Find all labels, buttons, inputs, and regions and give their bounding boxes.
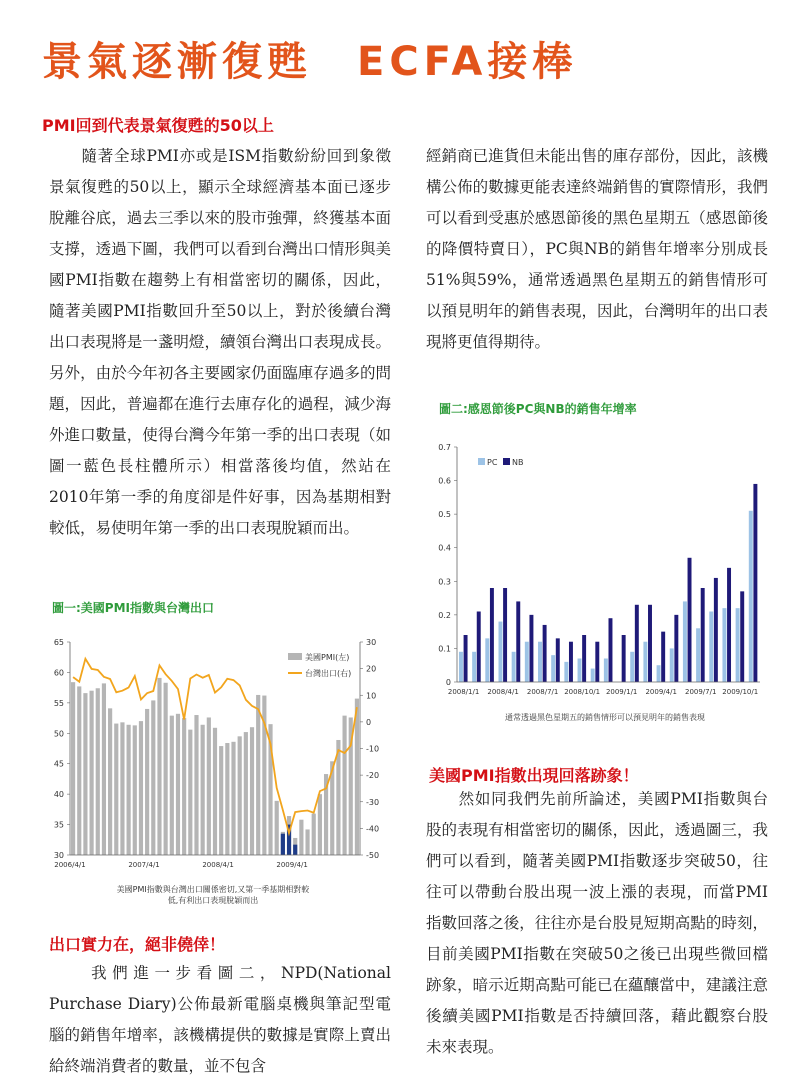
pc-nb-chart (420, 440, 770, 715)
left-tick-label: 55 (53, 698, 64, 708)
section1-text: 隨著全球PMI亦或是ISM指數紛紛回到象徵景氣復甦的50以上，顯示全球經濟基本面已逐步脫離谷底，過去三季以來的股市強彈，終獲基本面支撐，透過下圖，我們可以看到台灣出口情形與美國PMI指數在趨勢上有相當密切的關係，因此，隨著美國PMI指數回升至50以上，對於後續台灣出口表現將是一盞明燈，續領台灣出口表現成長。另外，由於今年初各主要國家仍面臨庫存過多的問題，因此，普遍都在進行去庫存化的過程，減少海外進口數量，使得台灣今年第一季的出口表現（如圖一藍色長柱體所示）相當落後均值，然站在2010年第一季的角度卻是件好事，因為基期相對較低，易使明年第一季的出口表現脫穎而出。 (49, 147, 391, 537)
pmi-bar (207, 717, 211, 855)
nb-bar (516, 601, 520, 682)
pc-bar (683, 601, 687, 682)
legend-nb-label: NB (512, 458, 524, 467)
pmi-bar (201, 725, 205, 855)
x-tick-label: 2009/4/1 (645, 688, 677, 696)
pc-bar (472, 652, 476, 682)
pmi-bar (342, 716, 346, 855)
pmi-bar (170, 716, 174, 855)
section1-heading: PMI回到代表景氣復甦的50以上 (42, 116, 274, 135)
y-tick-label: 0.3 (438, 577, 451, 587)
left-tick-label: 60 (53, 668, 64, 678)
pmi-bar (151, 700, 155, 855)
figure1-note: 美國PMI指數與台灣出口關係密切,又第一季基期相對較低,有利出口表現脫穎而出 (116, 885, 310, 905)
right-tick-label: 20 (366, 664, 377, 674)
nb-bar (688, 558, 692, 682)
x-tick-label: 2009/7/1 (684, 688, 717, 696)
right-tick-label: -30 (366, 797, 380, 807)
legend-pmi-label: 美國PMI(左) (305, 653, 350, 662)
nb-bar (490, 588, 494, 682)
right-tick-label: 30 (366, 638, 377, 647)
nb-bar (609, 618, 613, 682)
pc-bar (538, 642, 542, 682)
x-tick-label: 2008/7/1 (526, 688, 559, 696)
x-tick-label: 2007/4/1 (128, 861, 160, 869)
pc-bar (643, 642, 647, 682)
pmi-bar (244, 732, 248, 855)
nb-bar (569, 642, 573, 682)
x-tick-label: 2009/4/1 (276, 861, 308, 869)
y-tick-label: 0.1 (438, 644, 451, 654)
nb-bar (464, 635, 468, 682)
pc-bar (604, 659, 608, 683)
section2-text: 我們進一步看圖二，NPD(National Purchase Diary)公佈最新電腦桌機與筆記型電腦的銷售年增率，該機構提供的數據是實際上賣出給終端消費者的數量，並不包含 (49, 964, 391, 1075)
pmi-bar (188, 730, 192, 855)
pmi-bar (194, 715, 198, 855)
nb-bar (753, 484, 757, 682)
pmi-bar (355, 699, 359, 855)
nb-bar (714, 578, 718, 682)
pmi-bar (225, 743, 229, 855)
pmi-bar (219, 746, 223, 855)
pc-bar (657, 665, 661, 682)
pc-bar (512, 652, 516, 682)
right-tick-label: -20 (366, 771, 380, 781)
pmi-bar (176, 714, 180, 855)
left-tick-label: 30 (53, 851, 64, 860)
figure2-caption: 圖二:感恩節後PC與NB的銷售年增率 (439, 402, 637, 416)
x-tick-label: 2008/1/1 (447, 688, 480, 696)
legend-pmi-swatch (288, 653, 302, 660)
pc-bar (630, 652, 634, 682)
nb-bar (503, 588, 507, 682)
x-tick-label: 2006/4/1 (54, 861, 86, 869)
y-tick-label: 0.6 (438, 476, 451, 486)
y-tick-label: 0.5 (438, 510, 451, 520)
pmi-bar (250, 727, 254, 855)
nb-bar (477, 612, 481, 683)
nb-bar (622, 635, 626, 682)
pmi-bar (318, 794, 322, 855)
nb-bar (648, 605, 652, 682)
nb-bar (674, 615, 678, 682)
nb-bar (556, 638, 560, 682)
nb-bar (595, 642, 599, 682)
y-tick-label: 0 (445, 678, 451, 687)
x-tick-label: 2009/10/1 (722, 688, 759, 696)
pmi-export-chart (40, 625, 395, 875)
pmi-bar (71, 682, 75, 855)
pmi-bar (120, 722, 124, 855)
legend-pc-label: PC (487, 458, 498, 467)
pmi-bar (157, 678, 161, 855)
section3-heading: 美國PMI指數出現回落跡象！ (429, 766, 639, 785)
pc-bar (564, 662, 568, 682)
page-title: 景氣逐漸復甦 ECFA接棒 (42, 39, 578, 85)
legend-export-label: 台灣出口(右) (305, 669, 352, 678)
pc-bar (670, 648, 674, 682)
pc-bar (591, 669, 595, 682)
pc-bar (736, 608, 740, 682)
pc-bar (722, 608, 726, 682)
nb-bar (582, 635, 586, 682)
pmi-bar (182, 718, 186, 855)
left-tick-label: 35 (53, 820, 64, 830)
x-tick-label: 2008/10/1 (564, 688, 601, 696)
figure2-note: 通常透過黑色星期五的銷售情形可以預見明年的銷售表現 (505, 713, 705, 722)
section2-heading: 出口實力在，絕非僥倖！ (49, 935, 226, 954)
x-tick-label: 2008/4/1 (202, 861, 234, 869)
y-tick-label: 0.2 (438, 610, 451, 620)
pc-bar (525, 642, 529, 682)
left-tick-label: 65 (53, 638, 64, 647)
x-tick-label: 2009/1/1 (605, 688, 638, 696)
right-tick-label: 0 (366, 717, 372, 727)
y-tick-label: 0.7 (438, 443, 451, 452)
nb-bar (661, 632, 665, 682)
pmi-bar (108, 708, 112, 855)
pmi-bar (238, 736, 242, 855)
pmi-bar (114, 724, 118, 855)
nb-bar (529, 615, 533, 682)
pmi-bar (77, 686, 81, 855)
pmi-bar (145, 709, 149, 855)
pmi-bar (213, 728, 217, 855)
pmi-bar (83, 693, 87, 855)
pc-bar (578, 659, 582, 683)
nb-bar (727, 568, 731, 682)
right-tick-label: -50 (366, 851, 380, 860)
right-tick-label: -40 (366, 824, 380, 834)
column2-text: 經銷商已進貨但未能出售的庫存部份，因此，該機構公佈的數據更能表達終端銷售的實際情形，我們可以看到受惠於感恩節後的黑色星期五（感恩節後的降價特賣日），PC與NB的銷售年增率分別成長51%與59%，通常透過黑色星期五的銷售情形可以預見明年的銷售表現，因此，台灣明年的出口表現將更值得期待。 (426, 147, 768, 351)
y-tick-label: 0.4 (438, 543, 451, 553)
left-tick-label: 50 (53, 729, 64, 739)
pmi-bar (275, 801, 279, 855)
x-tick-label: 2008/4/1 (487, 688, 519, 696)
pmi-bar (133, 725, 137, 855)
pmi-bar (299, 820, 303, 855)
pmi-bar (164, 683, 168, 855)
pmi-bar (305, 829, 309, 855)
legend-pc-swatch (478, 458, 485, 465)
pmi-bar (312, 814, 316, 855)
nb-bar (543, 625, 547, 682)
pmi-bar (127, 725, 131, 855)
right-tick-label: 10 (366, 691, 377, 701)
export-q1-bar (293, 845, 297, 855)
pc-bar (459, 652, 463, 682)
pmi-bar (256, 695, 260, 855)
pmi-bar (231, 742, 235, 855)
nb-bar (701, 588, 705, 682)
pc-bar (749, 511, 753, 682)
left-tick-label: 45 (53, 759, 64, 769)
pc-bar (498, 622, 502, 682)
pc-bar (696, 628, 700, 682)
left-tick-label: 40 (53, 790, 64, 800)
pmi-bar (90, 691, 94, 855)
legend-nb-swatch (503, 458, 510, 465)
figure1-caption: 圖一:美國PMI指數與台灣出口 (52, 601, 215, 615)
pc-bar (709, 612, 713, 683)
nb-bar (635, 605, 639, 682)
export-q1-bar (281, 834, 285, 855)
section3-text: 然如同我們先前所論述，美國PMI指數與台股的表現有相當密切的關係，因此，透過圖三，我們可以看到，隨著美國PMI指數逐步突破50，往往可以帶動台股出現一波上漲的表現，而當PMI指數回落之後，往往亦是台股見短期高點的時刻，目前美國PMI指數在突破50之後已出現些微回檔跡象，暗示近期高點可能已在蘊釀當中，建議注意後續美國PMI指數是否持續回落，藉此觀察台股未來表現。 (426, 790, 768, 1056)
pmi-bar (96, 688, 100, 855)
pc-bar (551, 655, 555, 682)
pmi-bar (139, 721, 143, 855)
nb-bar (740, 591, 744, 682)
right-tick-label: -10 (366, 744, 380, 754)
pmi-bar (102, 683, 106, 855)
pc-bar (485, 638, 489, 682)
